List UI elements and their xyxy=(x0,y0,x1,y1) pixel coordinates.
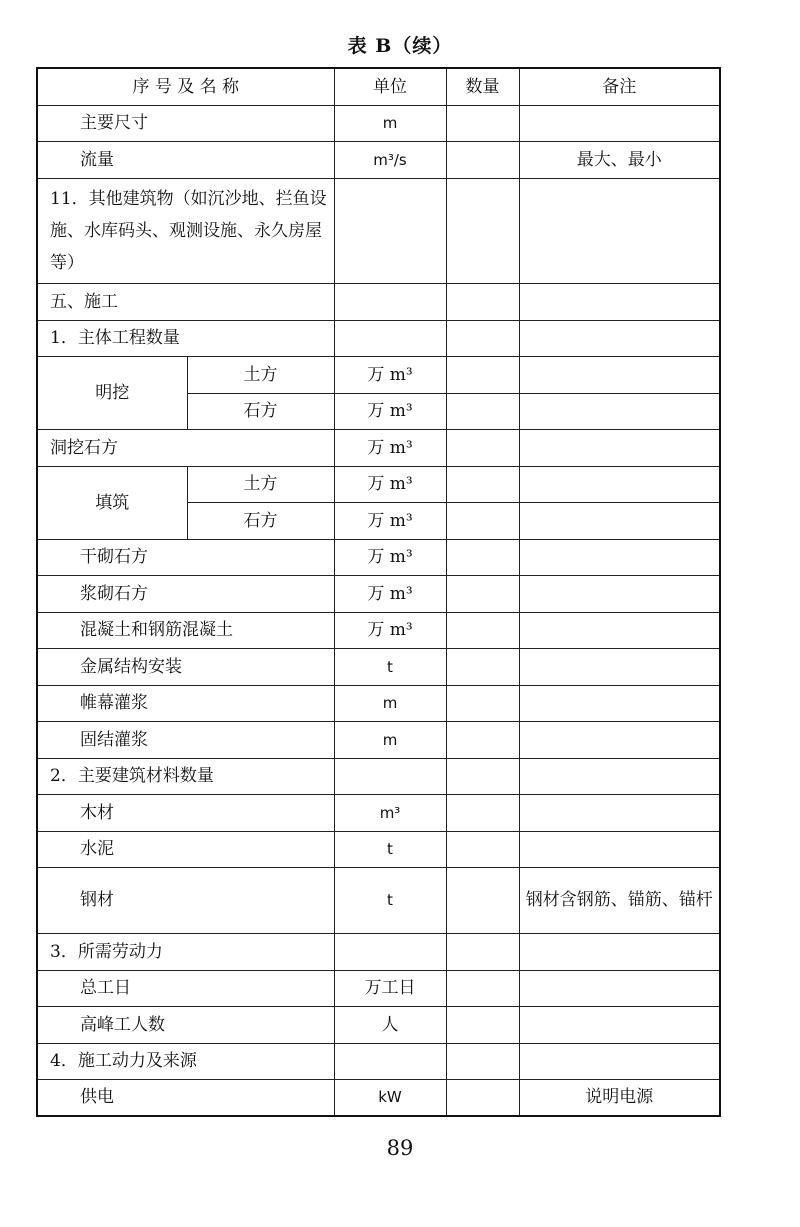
row-note xyxy=(519,105,720,141)
sub-name: 石方 xyxy=(187,502,334,539)
table-row xyxy=(37,466,720,502)
table-row xyxy=(37,648,720,685)
row-note: 钢材含钢筋、锚筋、锚杆 xyxy=(519,867,720,933)
row-name: 总工日 xyxy=(37,970,334,1006)
page-number: 89 xyxy=(386,1136,414,1160)
group-name-open-dig: 明挖 xyxy=(37,356,187,429)
table-row xyxy=(37,831,720,867)
row-unit: kW xyxy=(334,1079,446,1116)
table-row xyxy=(37,141,720,178)
header-name: 序 号 及 名 称 xyxy=(37,68,334,105)
row-unit: 万 m³ xyxy=(334,466,446,502)
row-name: 混凝土和钢筋混凝土 xyxy=(37,612,334,648)
row-name: 高峰工人数 xyxy=(37,1006,334,1043)
sub-name: 石方 xyxy=(187,393,334,429)
row-name: 干砌石方 xyxy=(37,539,334,575)
row-unit: 万 m³ xyxy=(334,502,446,539)
row-unit: 万 m³ xyxy=(334,575,446,612)
table-row xyxy=(37,758,720,794)
row-note: 说明电源 xyxy=(519,1079,720,1116)
row-unit: 万 m³ xyxy=(334,356,446,393)
row-unit: m xyxy=(334,721,446,758)
row-name: 浆砌石方 xyxy=(37,575,334,612)
table-row xyxy=(37,178,720,283)
row-unit: 万 m³ xyxy=(334,612,446,648)
table-row xyxy=(37,356,720,393)
row-name: 帷幕灌浆 xyxy=(37,685,334,721)
project-spec-table xyxy=(36,67,721,1117)
table-row xyxy=(37,794,720,831)
group-name-fill: 填筑 xyxy=(37,466,187,539)
row-unit: 万工日 xyxy=(334,970,446,1006)
row-name: 供电 xyxy=(37,1079,334,1116)
row-name: 4．施工动力及来源 xyxy=(37,1043,334,1079)
header-note: 备注 xyxy=(519,68,720,105)
row-unit: m³/s xyxy=(334,141,446,178)
table-row xyxy=(37,539,720,575)
table-row xyxy=(37,320,720,356)
row-name: 水泥 xyxy=(37,831,334,867)
row-qty xyxy=(446,141,519,178)
row-unit: 万 m³ xyxy=(334,393,446,429)
row-name: 3．所需劳动力 xyxy=(37,933,334,970)
row-unit: 万 m³ xyxy=(334,429,446,466)
row-unit: 万 m³ xyxy=(334,539,446,575)
table-row xyxy=(37,575,720,612)
row-note: 最大、最小 xyxy=(519,141,720,178)
row-name: 主要尺寸 xyxy=(37,105,334,141)
table-row xyxy=(37,1079,720,1116)
table-header-row xyxy=(37,68,720,105)
row-name: 流量 xyxy=(37,141,334,178)
table-row xyxy=(37,105,720,141)
row-qty xyxy=(446,178,519,283)
row-unit: 人 xyxy=(334,1006,446,1043)
header-qty: 数量 xyxy=(446,68,519,105)
row-name: 木材 xyxy=(37,794,334,831)
row-name: 11．其他建筑物（如沉沙地、拦鱼设施、水库码头、观测设施、永久房屋等） xyxy=(37,178,334,283)
row-name: 五、施工 xyxy=(37,283,334,320)
row-unit: t xyxy=(334,831,446,867)
table-row xyxy=(37,685,720,721)
table-row xyxy=(37,867,720,933)
table-row xyxy=(37,721,720,758)
table-title: 表 B（续） xyxy=(347,35,453,57)
row-qty xyxy=(446,105,519,141)
sub-name: 土方 xyxy=(187,466,334,502)
row-unit: t xyxy=(334,648,446,685)
row-name: 固结灌浆 xyxy=(37,721,334,758)
row-name: 洞挖石方 xyxy=(37,429,334,466)
table-row xyxy=(37,283,720,320)
row-note xyxy=(519,178,720,283)
row-unit xyxy=(334,178,446,283)
row-name: 2．主要建筑材料数量 xyxy=(37,758,334,794)
row-name: 钢材 xyxy=(37,867,334,933)
header-unit: 单位 xyxy=(334,68,446,105)
row-unit: m xyxy=(334,685,446,721)
table-row xyxy=(37,612,720,648)
table-row xyxy=(37,970,720,1006)
row-unit: t xyxy=(334,867,446,933)
table-row xyxy=(37,429,720,466)
table-row xyxy=(37,933,720,970)
row-name: 1．主体工程数量 xyxy=(37,320,334,356)
row-name: 金属结构安装 xyxy=(37,648,334,685)
table-row xyxy=(37,1043,720,1079)
row-unit: m³ xyxy=(334,794,446,831)
table-row xyxy=(37,1006,720,1043)
row-unit: m xyxy=(334,105,446,141)
sub-name: 土方 xyxy=(187,356,334,393)
